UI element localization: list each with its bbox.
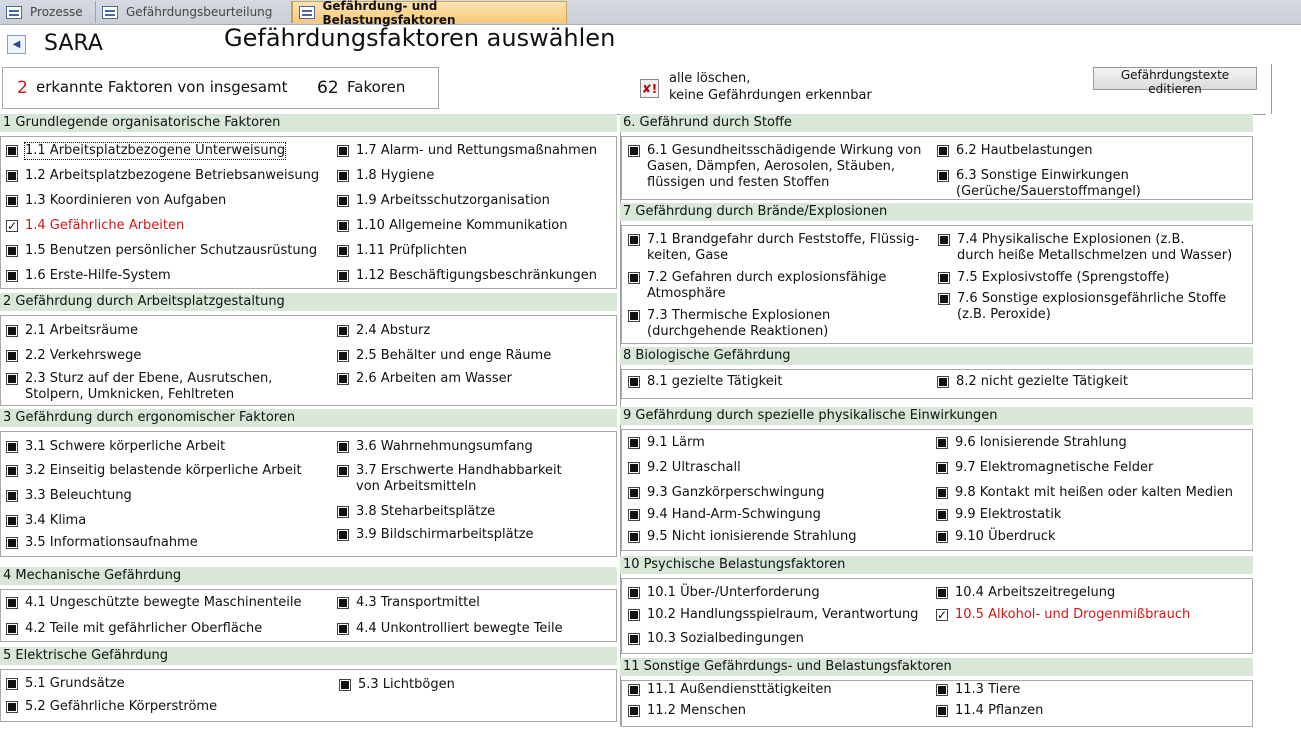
checkbox[interactable] [337, 373, 349, 385]
factor-10-2[interactable]: 10.2 Handlungsspielraum, Verantwortung [628, 607, 918, 623]
factor-3-6[interactable]: 3.6 Wahrnehmungsumfang [337, 439, 533, 455]
checkbox[interactable] [937, 170, 949, 182]
checkbox[interactable] [936, 684, 948, 696]
checkbox[interactable] [628, 376, 640, 388]
factor-1-8[interactable]: 1.8 Hygiene [337, 168, 434, 184]
factor-1-3[interactable]: 1.3 Koordinieren von Aufgaben [6, 193, 226, 209]
checkbox[interactable] [938, 272, 950, 284]
factor-11-4[interactable]: 11.4 Pflanzen [936, 703, 1043, 719]
checkbox[interactable] [6, 537, 18, 549]
checkbox[interactable] [628, 633, 640, 645]
checkbox[interactable] [6, 325, 18, 337]
factor-7-6[interactable]: 7.6 Sonstige explosionsgefährliche Stoffe (z.B. Peroxide) [938, 291, 1226, 323]
factor-3-2[interactable]: 3.2 Einseitig belastende körperliche Arbeit [6, 463, 302, 479]
checkbox[interactable] [337, 270, 349, 282]
delete-all-icon[interactable]: ✘! [640, 79, 659, 98]
factor-9-7[interactable]: 9.7 Elektromagnetische Felder [936, 460, 1153, 476]
factor-5-3[interactable]: 5.3 Lichtbögen [339, 677, 455, 693]
section-header-4: 4 Mechanische Gefährdung [0, 567, 617, 585]
factor-7-3[interactable]: 7.3 Thermische Explosionen (durchgehende Reaktionen) [628, 308, 830, 340]
factor-7-2[interactable]: 7.2 Gefahren durch explosionsfähige Atmosphäre [628, 270, 886, 302]
factor-1-1[interactable]: 1.1 Arbeitsplatzbezogene Unterweisung [6, 143, 285, 159]
factor-2-4[interactable]: 2.4 Absturz [337, 323, 430, 339]
factor-9-10[interactable]: 9.10 Überdruck [936, 529, 1055, 545]
checkbox[interactable] [628, 487, 640, 499]
checkbox[interactable] [337, 145, 349, 157]
checkbox[interactable] [6, 220, 18, 232]
factor-10-5[interactable]: ✓ 10.5 Alkohol- und Drogenmißbrauch [936, 607, 1190, 623]
tab-label: Gefährdungsbeurteilung [126, 5, 273, 19]
section-header-11: 11 Sonstige Gefährdungs- und Belastungsfaktoren [620, 658, 1253, 676]
checkbox[interactable] [628, 705, 640, 717]
section-header-1: 1 Grundlegende organisatorische Faktoren [0, 114, 617, 132]
factor-7-1[interactable]: 7.1 Brandgefahr durch Feststoffe, Flüssig- keiten, Gase [628, 232, 919, 264]
factor-1-2[interactable]: 1.2 Arbeitsplatzbezogene Betriebsanweisung [6, 168, 319, 184]
header-divider-vertical [1271, 64, 1272, 114]
factor-2-3[interactable]: 2.3 Sturz auf der Ebene, Ausrutschen, Stolpern, Umknicken, Fehltreten [6, 371, 272, 403]
section-header-5: 5 Elektrische Gefährdung [0, 647, 617, 665]
factor-11-2[interactable]: 11.2 Menschen [628, 703, 746, 719]
checkbox[interactable] [936, 587, 948, 599]
checkbox[interactable] [339, 679, 351, 691]
checkbox[interactable] [936, 487, 948, 499]
section-header-6: 6. Gefährund durch Stoffe [620, 114, 1253, 132]
checkbox[interactable] [628, 684, 640, 696]
factor-9-9[interactable]: 9.9 Elektrostatik [936, 507, 1061, 523]
delete-all-label-2: keine Gefährdungen erkennbar [669, 88, 872, 103]
checkbox[interactable] [628, 462, 640, 474]
checkbox[interactable] [337, 465, 349, 477]
checkbox[interactable] [6, 678, 18, 690]
checkbox[interactable] [337, 195, 349, 207]
page-title: Gefährdungsfaktoren auswählen [224, 24, 616, 52]
factor-count-panel [2, 67, 439, 109]
factor-4-3[interactable]: 4.3 Transportmittel [337, 595, 480, 611]
checkbox[interactable] [337, 325, 349, 337]
factor-3-9[interactable]: 3.9 Bildschirmarbeitsplätze [337, 527, 534, 543]
factor-3-1[interactable]: 3.1 Schwere körperliche Arbeit [6, 439, 225, 455]
section-header-3: 3 Gefährdung durch ergonomischer Faktoren [0, 409, 617, 427]
checkbox[interactable] [337, 623, 349, 635]
checkbox[interactable] [6, 701, 18, 713]
factor-7-5[interactable]: 7.5 Explosivstoffe (Sprengstoffe) [938, 270, 1170, 286]
checkbox[interactable] [337, 350, 349, 362]
factor-10-4[interactable]: 10.4 Arbeitszeitregelung [936, 585, 1115, 601]
checkbox[interactable] [628, 509, 640, 521]
checkbox[interactable] [6, 441, 18, 453]
edit-texts-button[interactable]: Gefährdungstexte editieren [1093, 67, 1257, 90]
factor-1-12[interactable]: 1.12 Beschäftigungsbeschränkungen [337, 268, 597, 284]
factor-2-2[interactable]: 2.2 Verkehrswege [6, 348, 141, 364]
checkbox[interactable] [337, 529, 349, 541]
checkbox[interactable] [936, 531, 948, 543]
checkbox[interactable] [6, 623, 18, 635]
checkbox[interactable] [628, 272, 640, 284]
checkbox[interactable] [337, 245, 349, 257]
arrow-left-icon: ◀ [12, 39, 21, 50]
factor-3-3[interactable]: 3.3 Beleuchtung [6, 488, 132, 504]
checkbox[interactable] [936, 609, 948, 621]
section-header-2: 2 Gefährdung durch Arbeitsplatzgestaltung [0, 293, 617, 311]
app-title: SARA [44, 31, 103, 56]
checkbox[interactable] [628, 609, 640, 621]
checkbox[interactable] [628, 531, 640, 543]
factor-4-1[interactable]: 4.1 Ungeschützte bewegte Maschinenteile [6, 595, 301, 611]
checkbox[interactable] [337, 220, 349, 232]
factor-2-6[interactable]: 2.6 Arbeiten am Wasser [337, 371, 512, 387]
checkbox[interactable] [938, 234, 950, 246]
checkbox[interactable] [628, 437, 640, 449]
factor-11-3[interactable]: 11.3 Tiere [936, 682, 1020, 698]
checkbox[interactable] [936, 705, 948, 717]
checkbox[interactable] [337, 441, 349, 453]
recognized-text: erkannte Faktoren von insgesamt [36, 78, 288, 96]
checkbox[interactable] [6, 170, 18, 182]
checkbox[interactable] [628, 310, 640, 322]
factor-8-2[interactable]: 8.2 nicht gezielte Tätigkeit [937, 374, 1128, 390]
back-button[interactable] [7, 35, 26, 54]
factor-9-5[interactable]: 9.5 Nicht ionisierende Strahlung [628, 529, 856, 545]
factor-9-1[interactable]: 9.1 Lärm [628, 435, 705, 451]
checkbox[interactable] [6, 465, 18, 477]
section-header-7: 7 Gefährdung durch Brände/Explosionen [620, 203, 1253, 221]
factor-6-3[interactable]: 6.3 Sonstige Einwirkungen (Gerüche/Sauerstoffmangel) [937, 168, 1141, 200]
factor-1-10[interactable]: 1.10 Allgemeine Kommunikation [337, 218, 568, 234]
form-icon [299, 6, 315, 19]
checkbox[interactable] [628, 145, 640, 157]
recognized-count: 2 [17, 78, 28, 98]
checkbox[interactable] [938, 293, 950, 305]
factor-5-2[interactable]: 5.2 Gefährliche Körperströme [6, 699, 217, 715]
factor-1-11[interactable]: 1.11 Prüfplichten [337, 243, 467, 259]
factor-1-5[interactable]: 1.5 Benutzen persönlicher Schutzausrüstung [6, 243, 317, 259]
checkbox[interactable] [937, 145, 949, 157]
factor-1-6[interactable]: 1.6 Erste-Hilfe-System [6, 268, 171, 284]
delete-all-label-1: alle löschen, [669, 71, 751, 86]
checkbox[interactable] [6, 515, 18, 527]
factor-10-1[interactable]: 10.1 Über-/Unterforderung [628, 585, 820, 601]
section-header-10: 10 Psychische Belastungsfaktoren [620, 556, 1253, 574]
checkbox[interactable] [6, 145, 18, 157]
checkbox[interactable] [337, 170, 349, 182]
checkbox[interactable] [628, 587, 640, 599]
total-text: Fakoren [347, 78, 406, 96]
checkbox[interactable] [628, 234, 640, 246]
checkbox[interactable] [6, 490, 18, 502]
factor-3-5[interactable]: 3.5 Informationsaufnahme [6, 535, 198, 551]
tab-bar [0, 0, 1301, 25]
factor-9-4[interactable]: 9.4 Hand-Arm-Schwingung [628, 507, 821, 523]
tab-gefaehrdungsbeurteilung[interactable] [96, 1, 292, 23]
factor-3-4[interactable]: 3.4 Klima [6, 513, 86, 529]
factor-5-1[interactable]: 5.1 Grundsätze [6, 676, 125, 692]
factor-9-3[interactable]: 9.3 Ganzkörperschwingung [628, 485, 825, 501]
total-count: 62 [317, 78, 339, 98]
checkbox[interactable] [6, 195, 18, 207]
factor-6-2[interactable]: 6.2 Hautbelastungen [937, 143, 1093, 159]
factor-9-2[interactable]: 9.2 Ultraschall [628, 460, 741, 476]
factor-1-4[interactable]: ✓ 1.4 Gefährliche Arbeiten [6, 218, 184, 234]
checkbox[interactable] [936, 509, 948, 521]
checkbox[interactable] [337, 506, 349, 518]
tab-gefaehrdung-belastungsfaktoren[interactable] [292, 0, 567, 27]
factor-1-7[interactable]: 1.7 Alarm- und Rettungsmaßnahmen [337, 143, 597, 159]
factor-10-3[interactable]: 10.3 Sozialbedingungen [628, 631, 804, 647]
tab-label: Gefährdung- und Belastungsfaktoren [322, 0, 456, 27]
factor-8-1[interactable]: 8.1 gezielte Tätigkeit [628, 374, 782, 390]
factor-9-8[interactable]: 9.8 Kontakt mit heißen oder kalten Medien [936, 485, 1233, 501]
tab-label: Prozesse [30, 5, 83, 19]
section-header-9: 9 Gefährdung durch spezielle physikalische Einwirkungen [620, 407, 1253, 425]
factor-6-1[interactable]: 6.1 Gesundheitsschädigende Wirkung von Gasen, Dämpfen, Aerosolen, Stäuben, flüssigen und festen Stoffen [628, 143, 921, 191]
form-icon [102, 6, 118, 19]
factor-3-8[interactable]: 3.8 Steharbeitsplätze [337, 504, 495, 520]
checkbox[interactable] [937, 376, 949, 388]
checkbox[interactable] [6, 350, 18, 362]
section-header-8: 8 Biologische Gefährdung [620, 347, 1253, 365]
checkbox[interactable] [936, 462, 948, 474]
checkbox[interactable] [6, 270, 18, 282]
factor-11-1[interactable]: 11.1 Außendiensttätigkeiten [628, 682, 832, 698]
factor-2-1[interactable]: 2.1 Arbeitsräume [6, 323, 138, 339]
factor-7-4[interactable]: 7.4 Physikalische Explosionen (z.B. durch heiße Metallschmelzen und Wasser) [938, 232, 1232, 264]
checkbox[interactable] [337, 597, 349, 609]
factor-9-6[interactable]: 9.6 Ionisierende Strahlung [936, 435, 1127, 451]
checkbox[interactable] [6, 245, 18, 257]
tab-prozesse[interactable] [0, 1, 96, 23]
checkbox[interactable] [6, 373, 18, 385]
factor-4-4[interactable]: 4.4 Unkontrolliert bewegte Teile [337, 621, 563, 637]
factor-1-9[interactable]: 1.9 Arbeitsschutzorganisation [337, 193, 550, 209]
factor-3-7[interactable]: 3.7 Erschwerte Handhabbarkeit von Arbeitsmitteln [337, 463, 562, 495]
factor-4-2[interactable]: 4.2 Teile mit gefährlicher Oberfläche [6, 621, 262, 637]
checkbox[interactable] [6, 597, 18, 609]
form-icon [6, 6, 22, 19]
checkbox[interactable] [936, 437, 948, 449]
factor-2-5[interactable]: 2.5 Behälter und enge Räume [337, 348, 551, 364]
